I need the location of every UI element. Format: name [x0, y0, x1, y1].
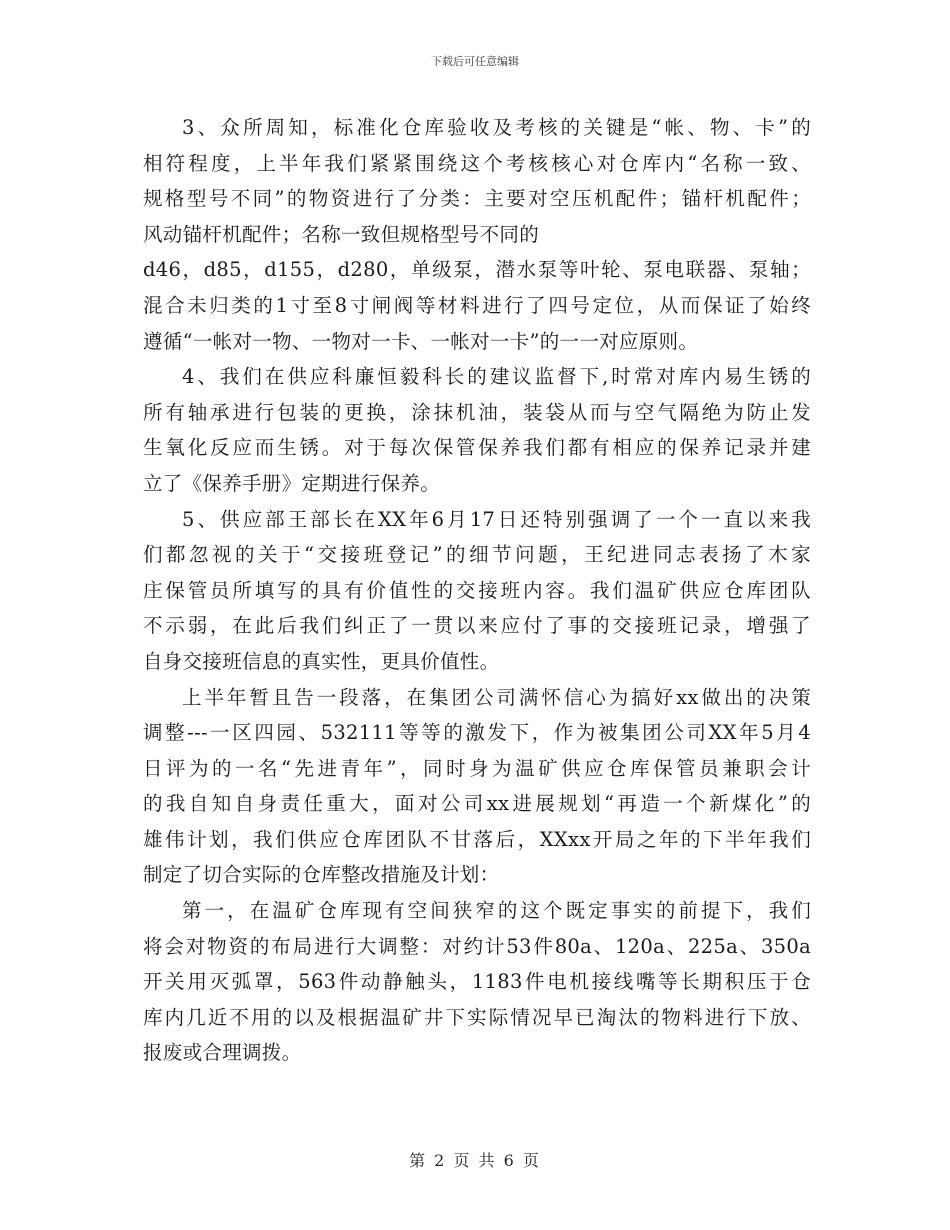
- paragraph-3: [143, 110, 811, 359]
- text-line: 风动锚杆机配件；名称一致但规格型号不同的: [143, 222, 540, 246]
- text-line: 生氧化反应而生锈。对于每次保管保养我们都有相应的保养记录并建: [143, 436, 811, 460]
- page-number: 第 2 页 共 6 页: [409, 1151, 541, 1170]
- text-line: 相符程度，上半年我们紧紧围绕这个考核核心对仓库内“名称一致、: [143, 151, 811, 175]
- text-line: 雄伟计划，我们供应仓库团队不甘落后，XXxx开局之年的下半年我们: [143, 827, 811, 851]
- text-line: 库内几近不用的以及根据温矿井下实际情况早已淘汰的物料进行下放、: [143, 1005, 811, 1029]
- text-line: 报废或合理调拨。: [143, 1041, 302, 1065]
- text-line: 庄保管员所填写的具有价值性的交接班内容。我们温矿供应仓库团队: [143, 578, 811, 602]
- paragraph-4: [143, 359, 811, 501]
- paragraph-first-plan: [143, 893, 811, 1071]
- text-line: 立了《保养手册》定期进行保养。: [143, 471, 441, 495]
- text-line: 制定了切合实际的仓库整改措施及计划：: [143, 863, 500, 887]
- text-line: 上半年暂且告一段落，在集团公司满怀信心为搞好xx做出的决策: [182, 685, 811, 709]
- text-line: 开关用灭弧罩，563件动静触头，1183件电机接线嘴等长期积压于仓: [143, 970, 811, 994]
- text-line: 遵循“一帐对一物、一物对一卡、一帐对一卡”的一一对应原则。: [143, 329, 699, 353]
- text-line: 的我自知自身责任重大，面对公司xx进展规划“再造一个新煤化”的: [143, 792, 811, 816]
- text-line: 第一，在温矿仓库现有空间狭窄的这个既定事实的前提下，我们: [182, 899, 811, 923]
- text-line: 所有轴承进行包装的更换，涂抹机油，装袋从而与空气隔绝为防止发: [143, 400, 811, 424]
- document-body: [143, 110, 811, 1071]
- text-line: 们都忽视的关于“交接班登记”的细节问题，王纪进同志表扬了木家: [143, 543, 811, 567]
- text-line: 混合未归类的1寸至8寸闸阀等材料进行了四号定位，从而保证了始终: [143, 293, 811, 317]
- text-line: 日评为的一名“先进青年”，同时身为温矿供应仓库保管员兼职会计: [143, 756, 811, 780]
- text-line: 规格型号不同”的物资进行了分类：主要对空压机配件；锚杆机配件；: [143, 187, 811, 211]
- page-header: 下载后可任意编辑: [431, 55, 519, 68]
- paragraph-summary: [143, 680, 811, 894]
- text-line: d46，d85，d155，d280，单级泵，潜水泵等叶轮、泵电联器、泵轴；: [143, 258, 811, 282]
- text-line: 将会对物资的布局进行大调整：对约计53件80a、120a、225a、350a: [143, 934, 811, 958]
- text-line: 不示弱，在此后我们纠正了一贯以来应付了事的交接班记录，增强了: [143, 614, 811, 638]
- paragraph-5: [143, 502, 811, 680]
- text-line: 自身交接班信息的真实性，更具价值性。: [143, 649, 500, 673]
- text-line: 5、供应部王部长在XX年6月17日还特别强调了一个一直以来我: [182, 507, 811, 531]
- text-line: 3、众所周知，标准化仓库验收及考核的关键是“帐、物、卡”的: [182, 116, 811, 139]
- text-line: 4、我们在供应科廉恒毅科长的建议监督下,时常对库内易生锈的: [182, 365, 811, 389]
- text-line: 调整---一区四园、532111等等的激发下，作为被集团公司XX年5月4: [143, 721, 811, 745]
